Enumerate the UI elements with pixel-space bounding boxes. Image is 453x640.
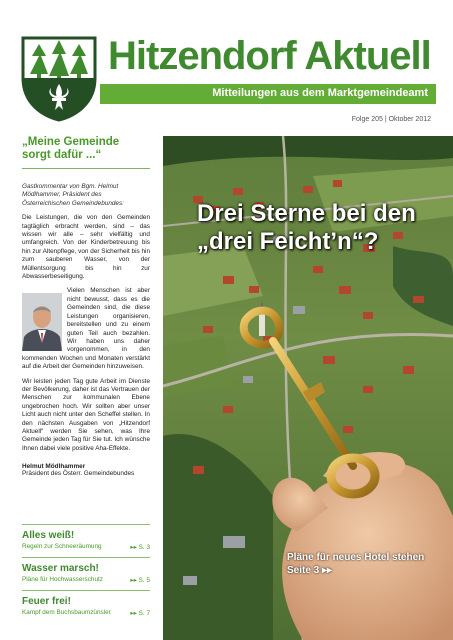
double-chevron-right-icon: ▸▸ — [130, 544, 139, 551]
teaser-item[interactable] — [22, 524, 150, 556]
cover-headline: Drei Sterne bei den „drei Feicht’n“? — [197, 200, 416, 255]
double-chevron-right-icon: ▸▸ — [130, 577, 139, 584]
teaser-page-link[interactable]: ▸▸ S. 3 — [130, 544, 150, 551]
masthead-subtitle: Mitteilungen aus dem Marktgemeindeamt — [212, 87, 428, 99]
teaser-box — [22, 524, 150, 624]
editorial-paragraph: Wir leisten jeden Tag gute Arbeit im Dienste der Bevölkerung, daher ist das Vertrauen der Menschen zur kommunalen Ebene ungebrochen hoch. Wir sollten aber unser Licht auch nicht unter den Scheffel stellen. In den nächsten Ausgaben von „Hitzendorf Aktuell“ werden Sie sehen, was Ihre Gemeinde jeden Tag für Sie tut. Ich wünsche Ihnen dabei viele positive Aha-Effekte. — [22, 377, 150, 452]
divider — [22, 168, 150, 169]
signature-role: Präsident des Österr. Gemeindebundes — [22, 470, 135, 478]
editorial-lead: Gastkommentar von Bgm. Helmut Mödlhammer, Präsident des Österreichischen Gemeindebundes: — [22, 183, 124, 207]
masthead-title: Hitzendorf Aktuell — [108, 34, 431, 78]
teaser-heading: Wasser marsch! — [22, 563, 99, 574]
double-chevron-right-icon: ▸▸ — [319, 565, 333, 576]
teaser-heading: Feuer frei! — [22, 596, 71, 607]
editorial-paragraph: Vielen Menschen ist aber nicht bewusst, dass es die Gemeinden sind, die diese Leistungen organisieren, bereitstellen und zu einem guten Teil auch bezahlen. Wir haben uns daher vorgenommen, in den kommenden Wochen und Monaten verstärkt auf die Arbeit der Gemeinden hinzuweisen. — [22, 287, 150, 371]
masthead-subtitle-bar — [100, 84, 436, 104]
signature-name: Helmut Mödlhammer — [22, 463, 86, 471]
double-chevron-right-icon: ▸▸ — [130, 610, 139, 617]
municipal-crest-icon — [19, 34, 99, 122]
teaser-item[interactable] — [22, 557, 150, 589]
teaser-item[interactable] — [22, 590, 150, 622]
teaser-heading: Alles weiß! — [22, 530, 75, 541]
editorial-paragraph: Die Leistungen, die von den Gemeinden tagtäglich erbracht werden, sind – das wissen wir alle – sehr vielfältig und umfangreich. Von der Kinderbetreuung bis hin zur Altenpflege, von der Sicherheit bis hin zum sauberen Wasser, von der Müllentsorgung bis hin zur Abwasserbeseitigung. — [22, 214, 150, 281]
editorial-title: „Meine Gemeinde sorgt dafür ...“ — [22, 136, 120, 161]
author-portrait — [22, 293, 62, 351]
issue-number: Folge 205 | Oktober 2012 — [351, 116, 431, 123]
cover-caption[interactable]: Pläne für neues Hotel stehen Seite 3 ▸▸ — [287, 552, 425, 576]
editorial-column — [22, 136, 150, 478]
teaser-page-link[interactable]: ▸▸ S. 5 — [130, 577, 150, 584]
teaser-subtitle: Regeln zur Schneeräumung — [22, 543, 102, 550]
teaser-subtitle: Pläne für Hochwasserschutz — [22, 576, 103, 583]
teaser-page-link[interactable]: ▸▸ S. 7 — [130, 610, 150, 617]
teaser-subtitle: Kampf dem Buchsbaumzünsler — [22, 609, 111, 616]
